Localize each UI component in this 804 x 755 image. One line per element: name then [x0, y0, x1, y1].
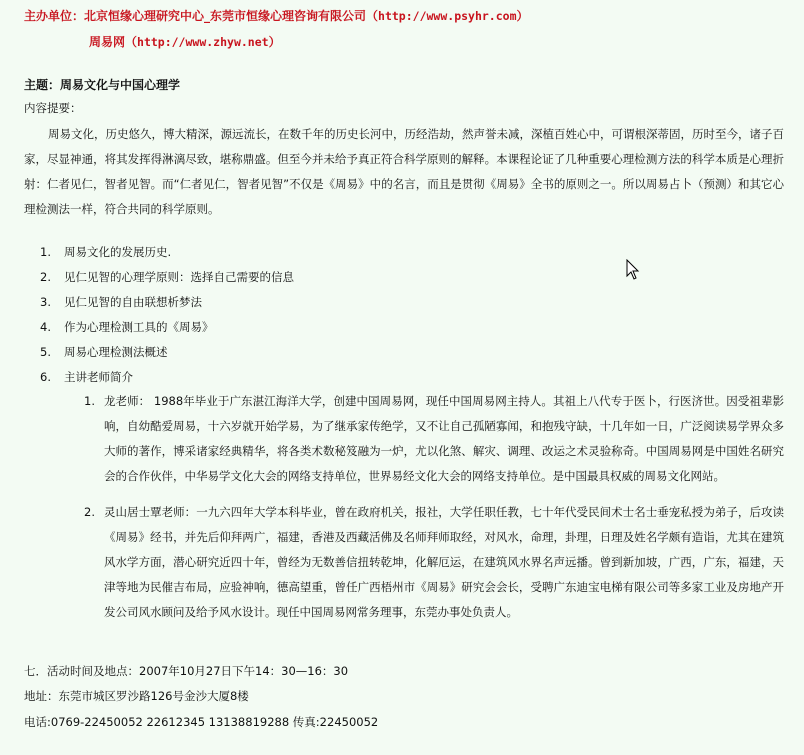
teacher-number: 1. [84, 394, 95, 408]
organizer-close: ） [516, 9, 529, 23]
list-number: 1. [40, 245, 51, 259]
list-item [24, 315, 784, 340]
list-text: 见仁见智的自由联想析梦法 [64, 295, 202, 309]
partner-url[interactable]: http://www.zhyw.net [137, 35, 269, 49]
arrow-cursor-icon [626, 259, 640, 284]
organizer-url[interactable]: http://www.psyhr.com [378, 9, 517, 23]
list-item [24, 365, 784, 390]
partner-close: ） [268, 35, 281, 49]
list-number: 3. [40, 295, 51, 309]
teacher-bio: 灵山居士覃老师：一九六四年大学本科毕业，曾在政府机关，报社，大学任职任教，七十年代受民间术士名士垂宠私授为弟子，后攻读《周易》经书，并先后仰拜两广，福建，香港及西藏活佛及名师拜师取经，对风水，命理，卦理，日理及姓名学颇有造诣，尤其在建筑风水学方面，潜心研究近四十年，曾经为无数善信扭转乾坤，化解厄运，在建筑风水界名声远播。曾到新加坡，广西，广东，福建，天津等地为民催吉布局，应验神响，德高望重，曾任广西梧州市《周易》研究会会长，受聘广东迪宝电梯有限公司等多家工业及房地产开发公司风水顾问及给予风水设计。现任中国周易网常务理事，东莞办事处负责人。 [104, 505, 784, 619]
summary-label: 内容提要： [24, 101, 82, 115]
teacher-bio: 龙老师： 1988年毕业于广东湛江海洋大学，创建中国周易网，现任中国周易网主持人。其祖上八代专于医卜，行医济世。因受祖辈影响，自幼酷爱周易，十六岁就开始学易，为了继承家传绝学，又不让自己孤陋寡闻，和抱残守缺，十几年如一日，广泛阅读易学界众多大师的著作，博采诸家经典精华，将各类术数秘笈融为一炉，尤以化煞、解灾、调理、改运之术灵验称奇。中国周易网是中国姓名研究会的合作伙伴，中华易学文化大会的网络支持单位，世界易经文化大会的网络支持单位。是中国最具权威的周易文化网站。 [104, 394, 784, 483]
teacher-number: 2. [84, 505, 95, 519]
list-number: 4. [40, 320, 51, 334]
event-time: 七．活动时间及地点：2007年10月27日下午14：30—16：30 [24, 664, 349, 678]
list-text: 作为心理检测工具的《周易》 [64, 320, 214, 334]
organizer-prefix: 主办单位： [24, 9, 85, 23]
partner-name: 周易网（ [89, 35, 138, 49]
list-text: 周易文化的发展历史. [64, 245, 172, 259]
list-number: 2. [40, 270, 51, 284]
event-address: 地址：东莞市城区罗沙路126号金沙大厦8楼 [24, 689, 249, 703]
teacher-list [78, 389, 784, 625]
list-number: 5. [40, 345, 51, 359]
summary-paragraph: 周易文化，历史悠久，博大精深，源远流长，在数千年的历史长河中，历经浩劫，然声誉未减，深植百姓心中，可谓根深蒂固，历时至今，诸子百家，尽显神通，将其发挥得淋漓尽致，堪称鼎盛。但至今并未给予真正符合科学原则的解释。本课程论证了几种重要心理检测方法的科学本质是心理折射：仁者见仁，智者见智。而“仁者见仁，智者见智”不仅是《周易》中的名言，而且是贯彻《周易》全书的原则之一。所以周易占卜（预测）和其它心理检测法一样，符合共同的科学原则。 [24, 127, 784, 216]
list-text: 周易心理检测法概述 [64, 345, 168, 359]
list-item [24, 265, 784, 290]
organizer-names: 北京恒缘心理研究中心_东莞市恒缘心理咨询有限公司（ [84, 9, 379, 23]
teacher-item [78, 389, 784, 489]
list-item [24, 340, 784, 365]
event-phone: 电话:0769-22450052 22612345 13138819288 传真:22450052 [24, 715, 379, 729]
partner-line [89, 33, 281, 50]
list-item [24, 240, 784, 265]
list-item [24, 290, 784, 315]
outline-list [24, 240, 784, 390]
teacher-item [78, 500, 784, 625]
list-text: 主讲老师简介 [64, 370, 133, 384]
list-number: 6. [40, 370, 51, 384]
list-text: 见仁见智的心理学原则：选择自己需要的信息 [64, 270, 294, 284]
organizer-line [24, 7, 529, 24]
subject-heading: 主题：周易文化与中国心理学 [24, 78, 181, 92]
